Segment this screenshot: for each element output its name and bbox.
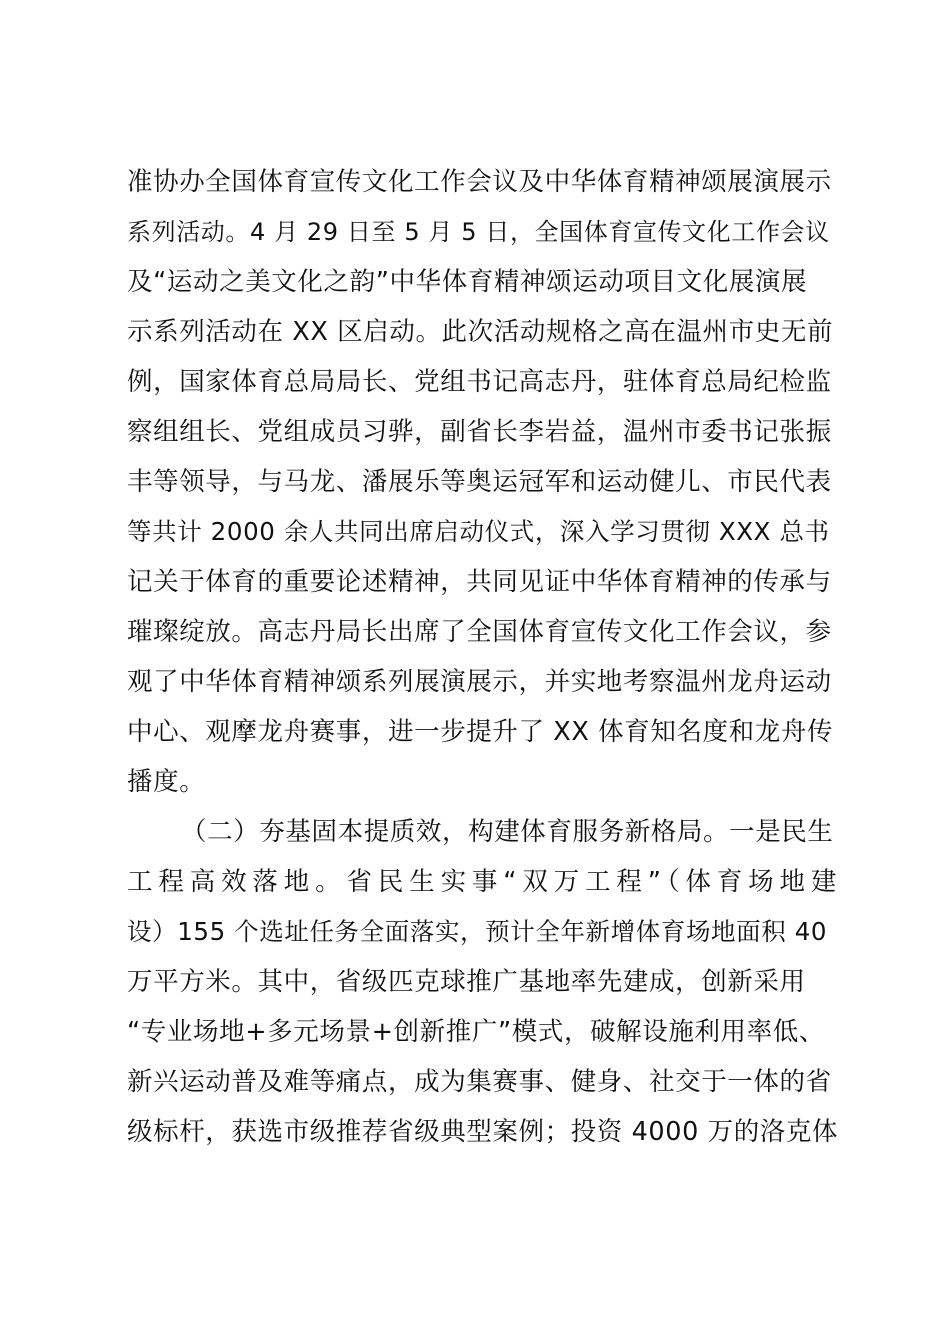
text-line: 播度。 xyxy=(127,767,206,797)
text-line: 中心、观摩龙舟赛事，进一步提升了 XX 体育知名度和龙舟传 xyxy=(127,717,834,747)
text-line: “专业场地+多元场景+创新推广”模式，破解设施利用率低、 xyxy=(127,1017,825,1047)
text-line: 璀璨绽放。高志丹局长出席了全国体育宣传文化工作会议，参 xyxy=(127,617,832,647)
text-line: 例，国家体育总局局长、党组书记高志丹，驻体育总局纪检监 xyxy=(127,367,832,397)
text-line: 观了中华体育精神颂系列展演展示，并实地考察温州龙舟运动 xyxy=(127,667,832,697)
text-line: 新兴运动普及难等痛点，成为集赛事、健身、社交于一体的省 xyxy=(127,1067,832,1097)
paragraph-heading-line: （二）夯基固本提质效，构建体育服务新格局。一是民生 xyxy=(181,817,834,847)
body-text xyxy=(127,157,837,1157)
text-line: 记关于体育的重要论述精神，共同见证中华体育精神的传承与 xyxy=(127,567,832,597)
text-line: 设）155 个选址任务全面落实，预计全年新增体育场地面积 40 xyxy=(127,917,828,946)
text-line: 等共计 2000 余人共同出席启动仪式，深入学习贯彻 XXX 总书 xyxy=(127,517,830,546)
text-line: 察组组长、党组成员习骅，副省长李岩益，温州市委书记张振 xyxy=(127,417,832,447)
text-line: 及“运动之美文化之韵”中华体育精神颂运动项目文化展演展 xyxy=(127,267,808,297)
text-line: 系列活动。4 月 29 日至 5 月 5 日，全国体育宣传文化工作会议 xyxy=(127,218,830,246)
text-line: 万平方米。其中，省级匹克球推广基地率先建成，创新采用 xyxy=(127,967,806,997)
text-line: 准协办全国体育宣传文化工作会议及中华体育精神颂展演展示 xyxy=(127,167,832,197)
text-line: 级标杆，获选市级推荐省级典型案例；投资 4000 万的洛克体 xyxy=(127,1117,839,1147)
text-line: 丰等领导，与马龙、潘展乐等奥运冠军和运动健儿、市民代表 xyxy=(127,467,832,497)
text-line: 示系列活动在 XX 区启动。此次活动规格之高在温州市史无前 xyxy=(127,317,834,347)
text-line: 工程高效落地。省民生实事“双万工程”（体育场地建 xyxy=(127,867,837,897)
